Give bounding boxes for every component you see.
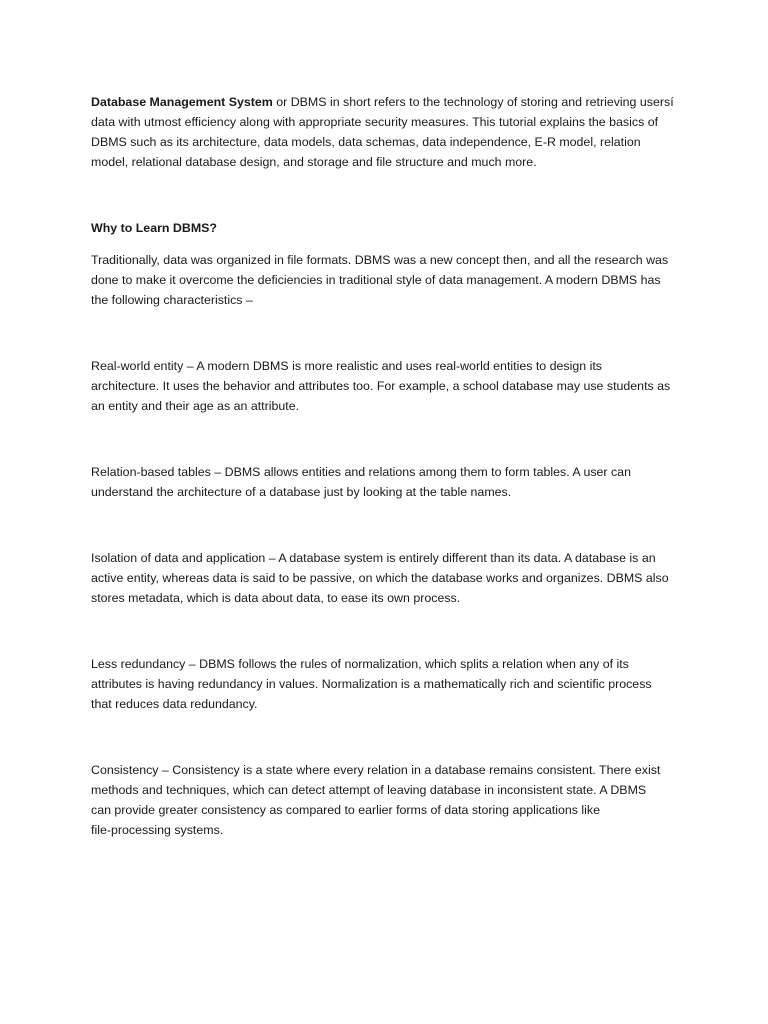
intro-text: or DBMS in short refers to the technology of storing and retrieving usersí data with utmost efficiency along with appropriate security measures. This tutorial explains the basics of DBMS such as its architecture, data models, data schemas, data independence, E-R model, relation model, relational database design, and storage and file structure and much more. [91, 95, 674, 169]
characteristic-less-redundancy: Less redundancy – DBMS follows the rules of normalization, which splits a relation when any of its attributes is having redundancy in values. Normalization is a mathematically rich and scientific process that reduces data redundancy. [91, 657, 652, 711]
intro-paragraph [91, 92, 691, 172]
document-body [91, 92, 691, 840]
intro-bold-term: Database Management System [91, 95, 273, 109]
characteristic-real-world-entity: Real-world entity – A modern DBMS is more realistic and uses real-world entities to design its architecture. It uses the behavior and attributes too. For example, a school database may use students as an entity and their age as an attribute. [91, 359, 671, 413]
section-heading: Why to Learn DBMS? [91, 221, 217, 235]
characteristic-isolation-of-data: Isolation of data and application – A database system is entirely different than its data. A database is an active entity, whereas data is said to be passive, on which the database works and organizes. DBMS also stores metadata, which is data about data, to ease its own process. [91, 551, 669, 605]
section-intro-paragraph: Traditionally, data was organized in file formats. DBMS was a new concept then, and all the research was done to make it overcome the deficiencies in traditional style of data management. A modern DBMS has the following characteristics – [91, 253, 669, 307]
characteristic-relation-based-tables: Relation-based tables – DBMS allows entities and relations among them to form tables. A user can understand the architecture of a database just by looking at the table names. [91, 465, 631, 499]
characteristic-consistency: Consistency – Consistency is a state where every relation in a database remains consistent. There exist methods and techniques, which can detect attempt of leaving database in inconsistent state. A DBMS can provide greater consistency as compared to earlier forms of data storing applications like file-processing systems. [91, 763, 661, 837]
